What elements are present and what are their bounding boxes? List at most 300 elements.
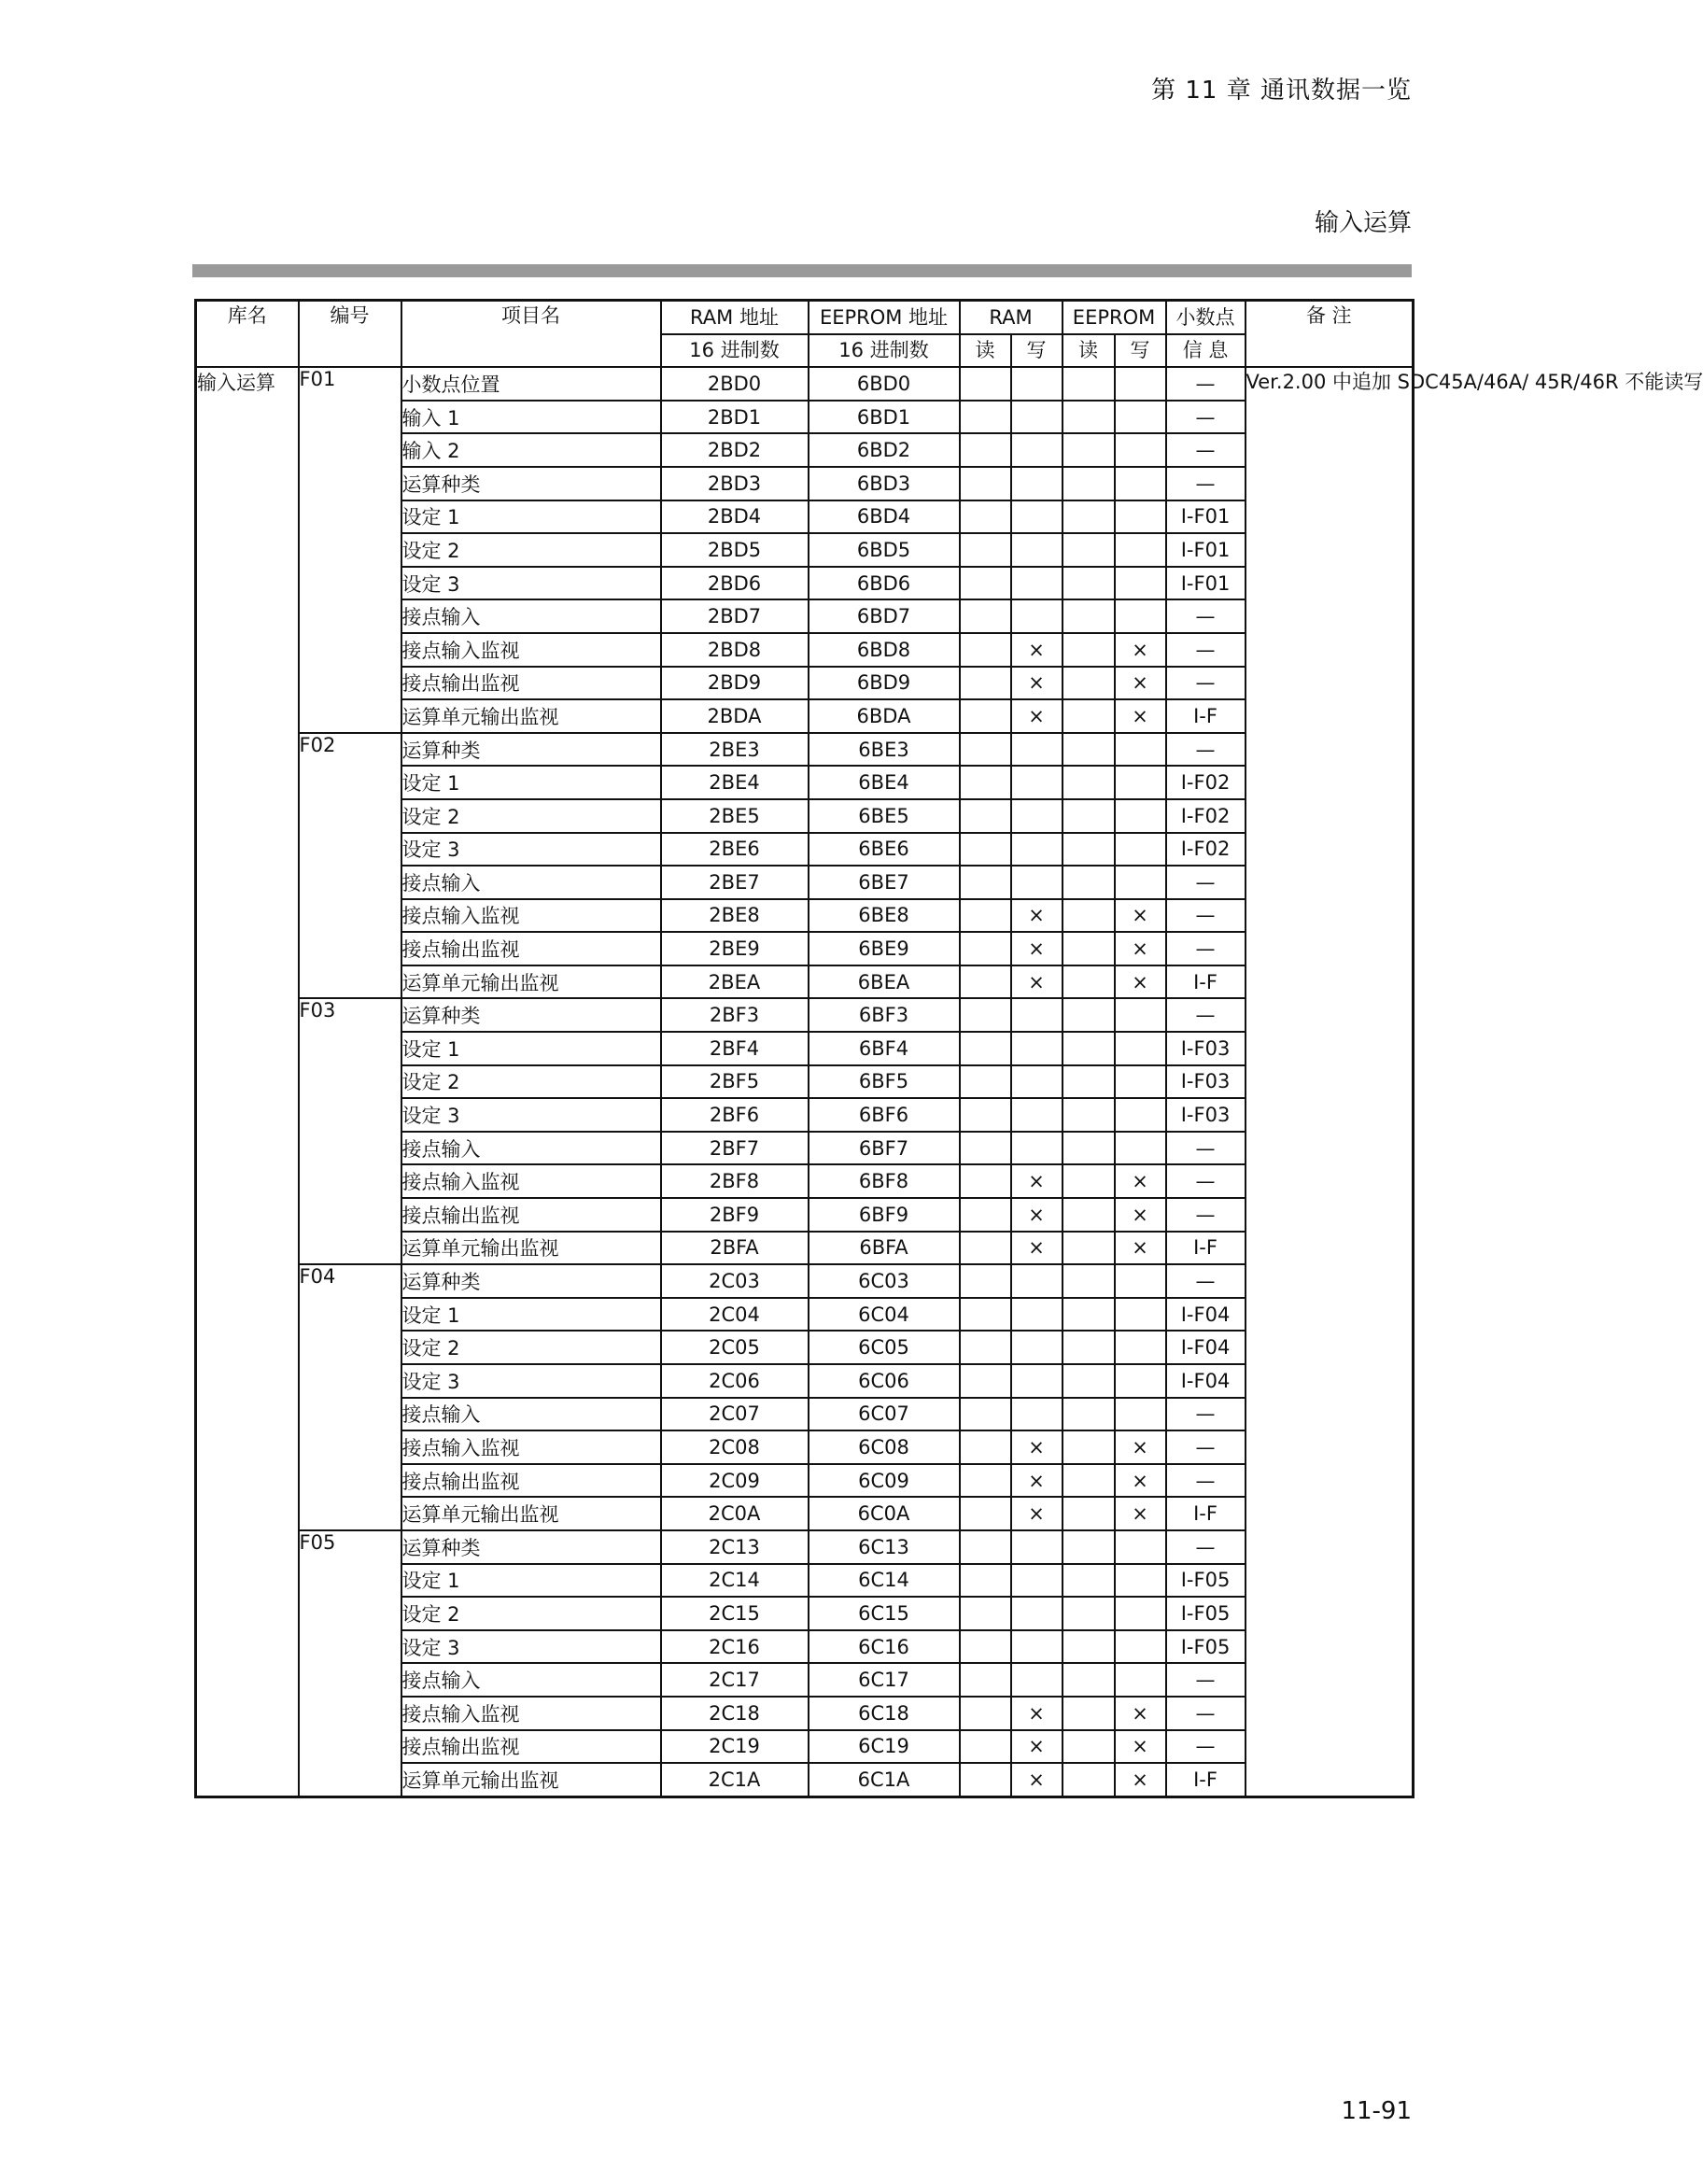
ram-read-cell bbox=[960, 1331, 1011, 1364]
eeprom-write-cell: × bbox=[1115, 667, 1166, 700]
eeprom-read-cell bbox=[1063, 367, 1115, 401]
ram-read-cell bbox=[960, 667, 1011, 700]
decimal-info-cell: — bbox=[1166, 932, 1246, 965]
ram-address-cell: 2BEA bbox=[661, 965, 809, 999]
ram-read-cell bbox=[960, 833, 1011, 867]
ram-read-cell bbox=[960, 1530, 1011, 1564]
item-name-cell: 接点输入 bbox=[401, 1663, 661, 1697]
item-name-cell: 设定 3 bbox=[401, 567, 661, 600]
decimal-info-cell: I-F bbox=[1166, 1497, 1246, 1530]
ram-read-cell bbox=[960, 866, 1011, 899]
group-number-cell: F05 bbox=[299, 1530, 401, 1797]
item-name-cell: 接点输入监视 bbox=[401, 1430, 661, 1464]
eeprom-read-cell bbox=[1063, 1264, 1115, 1298]
ram-read-cell bbox=[960, 1232, 1011, 1265]
ram-address-cell: 2BE9 bbox=[661, 932, 809, 965]
ram-read-cell bbox=[960, 1032, 1011, 1065]
eeprom-write-cell bbox=[1115, 1065, 1166, 1099]
eeprom-write-cell: × bbox=[1115, 1464, 1166, 1498]
eeprom-address-cell: 6C14 bbox=[809, 1564, 960, 1598]
eeprom-address-cell: 6BE6 bbox=[809, 833, 960, 867]
item-name-cell: 接点输入 bbox=[401, 1398, 661, 1431]
decimal-info-cell: — bbox=[1166, 866, 1246, 899]
eeprom-read-cell bbox=[1063, 1497, 1115, 1530]
ram-write-cell: × bbox=[1011, 1497, 1063, 1530]
ram-address-cell: 2C03 bbox=[661, 1264, 809, 1298]
decimal-info-cell: I-F04 bbox=[1166, 1298, 1246, 1332]
ram-write-cell: × bbox=[1011, 1763, 1063, 1797]
decimal-info-cell: I-F bbox=[1166, 965, 1246, 999]
decimal-info-cell: — bbox=[1166, 633, 1246, 667]
eeprom-write-cell bbox=[1115, 1597, 1166, 1630]
ram-read-cell bbox=[960, 1464, 1011, 1498]
item-name-cell: 输入 2 bbox=[401, 433, 661, 467]
ram-write-cell bbox=[1011, 833, 1063, 867]
ram-address-cell: 2C04 bbox=[661, 1298, 809, 1332]
ram-read-cell bbox=[960, 1497, 1011, 1530]
ram-address-cell: 2BD7 bbox=[661, 599, 809, 633]
header-bank: 库名 bbox=[196, 301, 299, 368]
decimal-info-cell: — bbox=[1166, 433, 1246, 467]
eeprom-write-cell bbox=[1115, 433, 1166, 467]
eeprom-read-cell bbox=[1063, 1597, 1115, 1630]
eeprom-write-cell bbox=[1115, 998, 1166, 1032]
decimal-info-cell: I-F03 bbox=[1166, 1032, 1246, 1065]
ram-address-cell: 2BF6 bbox=[661, 1098, 809, 1132]
eeprom-address-cell: 6BD1 bbox=[809, 401, 960, 434]
eeprom-read-cell bbox=[1063, 1232, 1115, 1265]
eeprom-address-cell: 6BF9 bbox=[809, 1198, 960, 1232]
header-decimal: 小数点 bbox=[1166, 301, 1246, 334]
group-number-cell: F04 bbox=[299, 1264, 401, 1530]
ram-address-cell: 2BF7 bbox=[661, 1132, 809, 1165]
ram-write-cell: × bbox=[1011, 633, 1063, 667]
header-number: 编号 bbox=[299, 301, 401, 368]
eeprom-address-cell: 6C07 bbox=[809, 1398, 960, 1431]
header-eeprom: EEPROM bbox=[1063, 301, 1166, 334]
ram-address-cell: 2BE7 bbox=[661, 866, 809, 899]
decimal-info-cell: I-F04 bbox=[1166, 1364, 1246, 1398]
eeprom-write-cell bbox=[1115, 1264, 1166, 1298]
ram-read-cell bbox=[960, 998, 1011, 1032]
group-number-cell: F03 bbox=[299, 998, 401, 1264]
eeprom-read-cell bbox=[1063, 965, 1115, 999]
ram-write-cell: × bbox=[1011, 699, 1063, 733]
item-name-cell: 设定 2 bbox=[401, 1065, 661, 1099]
header-divider bbox=[192, 264, 1412, 277]
eeprom-write-cell: × bbox=[1115, 1430, 1166, 1464]
decimal-info-cell: — bbox=[1166, 1398, 1246, 1431]
eeprom-address-cell: 6BE4 bbox=[809, 766, 960, 799]
decimal-info-cell: — bbox=[1166, 367, 1246, 401]
eeprom-write-cell bbox=[1115, 733, 1166, 767]
decimal-info-cell: I-F05 bbox=[1166, 1564, 1246, 1598]
ram-address-cell: 2BE4 bbox=[661, 766, 809, 799]
decimal-info-cell: — bbox=[1166, 998, 1246, 1032]
eeprom-address-cell: 6BF3 bbox=[809, 998, 960, 1032]
eeprom-read-cell bbox=[1063, 899, 1115, 933]
eeprom-address-cell: 6BD9 bbox=[809, 667, 960, 700]
ram-address-cell: 2C14 bbox=[661, 1564, 809, 1598]
eeprom-read-cell bbox=[1063, 1398, 1115, 1431]
eeprom-read-cell bbox=[1063, 1430, 1115, 1464]
item-name-cell: 接点输出监视 bbox=[401, 932, 661, 965]
eeprom-read-cell bbox=[1063, 866, 1115, 899]
ram-address-cell: 2C15 bbox=[661, 1597, 809, 1630]
eeprom-address-cell: 6BD6 bbox=[809, 567, 960, 600]
decimal-info-cell: — bbox=[1166, 401, 1246, 434]
header-eeprom-read: 读 bbox=[1063, 334, 1115, 368]
decimal-info-cell: I-F05 bbox=[1166, 1597, 1246, 1630]
item-name-cell: 接点输入 bbox=[401, 599, 661, 633]
ram-write-cell: × bbox=[1011, 1697, 1063, 1730]
ram-write-cell bbox=[1011, 799, 1063, 833]
item-name-cell: 设定 3 bbox=[401, 1364, 661, 1398]
section-title: 输入运算 bbox=[1314, 209, 1412, 237]
ram-write-cell bbox=[1011, 1630, 1063, 1664]
ram-write-cell: × bbox=[1011, 1730, 1063, 1764]
eeprom-write-cell bbox=[1115, 833, 1166, 867]
eeprom-write-cell: × bbox=[1115, 1730, 1166, 1764]
ram-read-cell bbox=[960, 567, 1011, 600]
decimal-info-cell: — bbox=[1166, 599, 1246, 633]
eeprom-write-cell: × bbox=[1115, 899, 1166, 933]
item-name-cell: 接点输入 bbox=[401, 1132, 661, 1165]
eeprom-read-cell bbox=[1063, 1730, 1115, 1764]
ram-address-cell: 2BFA bbox=[661, 1232, 809, 1265]
header-ram-write: 写 bbox=[1011, 334, 1063, 368]
item-name-cell: 设定 2 bbox=[401, 533, 661, 567]
ram-read-cell bbox=[960, 1132, 1011, 1165]
decimal-info-cell: I-F05 bbox=[1166, 1630, 1246, 1664]
ram-address-cell: 2BD4 bbox=[661, 500, 809, 534]
ram-address-cell: 2C18 bbox=[661, 1697, 809, 1730]
ram-write-cell bbox=[1011, 599, 1063, 633]
eeprom-address-cell: 6C06 bbox=[809, 1364, 960, 1398]
decimal-info-cell: — bbox=[1166, 1164, 1246, 1198]
eeprom-read-cell bbox=[1063, 1697, 1115, 1730]
page-number: 11-91 bbox=[1341, 2097, 1412, 2125]
eeprom-write-cell bbox=[1115, 599, 1166, 633]
decimal-info-cell: I-F01 bbox=[1166, 567, 1246, 600]
decimal-info-cell: I-F02 bbox=[1166, 799, 1246, 833]
eeprom-address-cell: 6BDA bbox=[809, 699, 960, 733]
eeprom-read-cell bbox=[1063, 500, 1115, 534]
eeprom-write-cell bbox=[1115, 1364, 1166, 1398]
eeprom-write-cell bbox=[1115, 367, 1166, 401]
decimal-info-cell: I-F bbox=[1166, 1232, 1246, 1265]
eeprom-write-cell bbox=[1115, 1663, 1166, 1697]
eeprom-read-cell bbox=[1063, 1198, 1115, 1232]
ram-read-cell bbox=[960, 1663, 1011, 1697]
eeprom-address-cell: 6C05 bbox=[809, 1331, 960, 1364]
ram-read-cell bbox=[960, 1430, 1011, 1464]
eeprom-read-cell bbox=[1063, 733, 1115, 767]
ram-address-cell: 2C13 bbox=[661, 1530, 809, 1564]
ram-write-cell bbox=[1011, 766, 1063, 799]
decimal-info-cell: — bbox=[1166, 1730, 1246, 1764]
item-name-cell: 接点输入监视 bbox=[401, 633, 661, 667]
decimal-info-cell: I-F bbox=[1166, 699, 1246, 733]
ram-read-cell bbox=[960, 1398, 1011, 1431]
ram-read-cell bbox=[960, 1730, 1011, 1764]
eeprom-address-cell: 6BF7 bbox=[809, 1132, 960, 1165]
eeprom-read-cell bbox=[1063, 833, 1115, 867]
ram-address-cell: 2BF3 bbox=[661, 998, 809, 1032]
item-name-cell: 接点输出监视 bbox=[401, 1730, 661, 1764]
ram-address-cell: 2BE8 bbox=[661, 899, 809, 933]
ram-address-cell: 2BF8 bbox=[661, 1164, 809, 1198]
header-item: 项目名 bbox=[401, 301, 661, 368]
table-row bbox=[196, 1530, 1414, 1564]
decimal-info-cell: — bbox=[1166, 733, 1246, 767]
ram-address-cell: 2BE5 bbox=[661, 799, 809, 833]
decimal-info-cell: — bbox=[1166, 1430, 1246, 1464]
eeprom-address-cell: 6C15 bbox=[809, 1597, 960, 1630]
item-name-cell: 设定 3 bbox=[401, 1630, 661, 1664]
item-name-cell: 设定 1 bbox=[401, 766, 661, 799]
item-name-cell: 设定 3 bbox=[401, 833, 661, 867]
ram-address-cell: 2BD3 bbox=[661, 467, 809, 500]
ram-read-cell bbox=[960, 401, 1011, 434]
chapter-title: 第 11 章 通讯数据一览 bbox=[1151, 77, 1412, 105]
ram-read-cell bbox=[960, 1763, 1011, 1797]
decimal-info-cell: — bbox=[1166, 1132, 1246, 1165]
bank-name-cell: 输入运算 bbox=[196, 367, 299, 1797]
item-name-cell: 运算种类 bbox=[401, 467, 661, 500]
ram-write-cell bbox=[1011, 1065, 1063, 1099]
decimal-info-cell: I-F03 bbox=[1166, 1065, 1246, 1099]
eeprom-address-cell: 6BD2 bbox=[809, 433, 960, 467]
eeprom-write-cell bbox=[1115, 1098, 1166, 1132]
decimal-info-cell: — bbox=[1166, 899, 1246, 933]
eeprom-read-cell bbox=[1063, 1032, 1115, 1065]
eeprom-write-cell bbox=[1115, 467, 1166, 500]
item-name-cell: 运算单元输出监视 bbox=[401, 1232, 661, 1265]
ram-read-cell bbox=[960, 766, 1011, 799]
ram-write-cell: × bbox=[1011, 1464, 1063, 1498]
ram-read-cell bbox=[960, 733, 1011, 767]
ram-write-cell bbox=[1011, 1098, 1063, 1132]
ram-address-cell: 2C09 bbox=[661, 1464, 809, 1498]
item-name-cell: 设定 1 bbox=[401, 1564, 661, 1598]
eeprom-read-cell bbox=[1063, 1164, 1115, 1198]
header-eeprom-hex: 16 进制数 bbox=[809, 334, 960, 368]
eeprom-write-cell bbox=[1115, 1398, 1166, 1431]
eeprom-write-cell bbox=[1115, 1331, 1166, 1364]
eeprom-address-cell: 6C18 bbox=[809, 1697, 960, 1730]
eeprom-write-cell bbox=[1115, 567, 1166, 600]
ram-read-cell bbox=[960, 1264, 1011, 1298]
ram-address-cell: 2C1A bbox=[661, 1763, 809, 1797]
table-row bbox=[196, 1264, 1414, 1298]
ram-read-cell bbox=[960, 467, 1011, 500]
eeprom-write-cell bbox=[1115, 1564, 1166, 1598]
ram-write-cell bbox=[1011, 1663, 1063, 1697]
decimal-info-cell: — bbox=[1166, 1464, 1246, 1498]
ram-read-cell bbox=[960, 599, 1011, 633]
eeprom-address-cell: 6BD0 bbox=[809, 367, 960, 401]
ram-read-cell bbox=[960, 1697, 1011, 1730]
eeprom-write-cell: × bbox=[1115, 699, 1166, 733]
ram-read-cell bbox=[960, 1164, 1011, 1198]
decimal-info-cell: I-F01 bbox=[1166, 533, 1246, 567]
ram-write-cell bbox=[1011, 866, 1063, 899]
header-decimal-info: 信 息 bbox=[1166, 334, 1246, 368]
ram-read-cell bbox=[960, 1065, 1011, 1099]
eeprom-read-cell bbox=[1063, 1364, 1115, 1398]
eeprom-read-cell bbox=[1063, 1132, 1115, 1165]
ram-write-cell bbox=[1011, 1597, 1063, 1630]
item-name-cell: 运算种类 bbox=[401, 1530, 661, 1564]
eeprom-address-cell: 6BE7 bbox=[809, 866, 960, 899]
eeprom-read-cell bbox=[1063, 599, 1115, 633]
header-note: 备 注 bbox=[1246, 301, 1414, 368]
eeprom-write-cell bbox=[1115, 533, 1166, 567]
eeprom-read-cell bbox=[1063, 401, 1115, 434]
ram-read-cell bbox=[960, 500, 1011, 534]
ram-write-cell bbox=[1011, 467, 1063, 500]
item-name-cell: 小数点位置 bbox=[401, 367, 661, 401]
eeprom-read-cell bbox=[1063, 1630, 1115, 1664]
item-name-cell: 设定 2 bbox=[401, 1331, 661, 1364]
eeprom-address-cell: 6BD5 bbox=[809, 533, 960, 567]
eeprom-read-cell bbox=[1063, 766, 1115, 799]
eeprom-address-cell: 6C0A bbox=[809, 1497, 960, 1530]
item-name-cell: 接点输入监视 bbox=[401, 899, 661, 933]
ram-address-cell: 2C16 bbox=[661, 1630, 809, 1664]
ram-address-cell: 2C06 bbox=[661, 1364, 809, 1398]
eeprom-write-cell: × bbox=[1115, 1763, 1166, 1797]
item-name-cell: 运算单元输出监视 bbox=[401, 965, 661, 999]
ram-write-cell: × bbox=[1011, 932, 1063, 965]
decimal-info-cell: — bbox=[1166, 1697, 1246, 1730]
header-ram: RAM bbox=[960, 301, 1063, 334]
ram-write-cell bbox=[1011, 733, 1063, 767]
eeprom-address-cell: 6C04 bbox=[809, 1298, 960, 1332]
eeprom-address-cell: 6BEA bbox=[809, 965, 960, 999]
decimal-info-cell: I-F bbox=[1166, 1763, 1246, 1797]
ram-read-cell bbox=[960, 367, 1011, 401]
eeprom-read-cell bbox=[1063, 1331, 1115, 1364]
ram-address-cell: 2BE3 bbox=[661, 733, 809, 767]
ram-write-cell bbox=[1011, 1132, 1063, 1165]
eeprom-address-cell: 6BF5 bbox=[809, 1065, 960, 1099]
ram-write-cell: × bbox=[1011, 1198, 1063, 1232]
ram-write-cell bbox=[1011, 367, 1063, 401]
eeprom-read-cell bbox=[1063, 1298, 1115, 1332]
ram-read-cell bbox=[960, 965, 1011, 999]
group-number-cell: F02 bbox=[299, 733, 401, 999]
ram-read-cell bbox=[960, 533, 1011, 567]
table-row bbox=[196, 733, 1414, 767]
eeprom-write-cell: × bbox=[1115, 1697, 1166, 1730]
ram-read-cell bbox=[960, 899, 1011, 933]
eeprom-address-cell: 6BE8 bbox=[809, 899, 960, 933]
eeprom-write-cell: × bbox=[1115, 1497, 1166, 1530]
ram-write-cell bbox=[1011, 1398, 1063, 1431]
eeprom-write-cell bbox=[1115, 799, 1166, 833]
item-name-cell: 接点输出监视 bbox=[401, 1464, 661, 1498]
eeprom-read-cell bbox=[1063, 633, 1115, 667]
ram-write-cell: × bbox=[1011, 965, 1063, 999]
note-cell: Ver.2.00 中追加 SDC45A/46A/ 45R/46R 不能读写 bbox=[1246, 367, 1414, 1797]
eeprom-address-cell: 6C1A bbox=[809, 1763, 960, 1797]
item-name-cell: 运算单元输出监视 bbox=[401, 1497, 661, 1530]
ram-address-cell: 2BD5 bbox=[661, 533, 809, 567]
eeprom-address-cell: 6BE5 bbox=[809, 799, 960, 833]
eeprom-write-cell: × bbox=[1115, 633, 1166, 667]
eeprom-address-cell: 6C17 bbox=[809, 1663, 960, 1697]
eeprom-read-cell bbox=[1063, 1663, 1115, 1697]
table-row bbox=[196, 367, 1414, 401]
ram-address-cell: 2BF5 bbox=[661, 1065, 809, 1099]
eeprom-address-cell: 6BE3 bbox=[809, 733, 960, 767]
eeprom-write-cell bbox=[1115, 766, 1166, 799]
ram-address-cell: 2C17 bbox=[661, 1663, 809, 1697]
eeprom-write-cell: × bbox=[1115, 1232, 1166, 1265]
ram-address-cell: 2BD6 bbox=[661, 567, 809, 600]
ram-write-cell: × bbox=[1011, 899, 1063, 933]
ram-read-cell bbox=[960, 433, 1011, 467]
ram-address-cell: 2BF4 bbox=[661, 1032, 809, 1065]
item-name-cell: 设定 1 bbox=[401, 500, 661, 534]
eeprom-read-cell bbox=[1063, 932, 1115, 965]
ram-read-cell bbox=[960, 1198, 1011, 1232]
decimal-info-cell: I-F02 bbox=[1166, 833, 1246, 867]
table-body bbox=[196, 367, 1703, 1797]
item-name-cell: 接点输出监视 bbox=[401, 1198, 661, 1232]
eeprom-write-cell: × bbox=[1115, 1164, 1166, 1198]
ram-address-cell: 2BDA bbox=[661, 699, 809, 733]
ram-write-cell bbox=[1011, 1298, 1063, 1332]
eeprom-address-cell: 6C03 bbox=[809, 1264, 960, 1298]
ram-read-cell bbox=[960, 799, 1011, 833]
eeprom-read-cell bbox=[1063, 1098, 1115, 1132]
ram-write-cell bbox=[1011, 1331, 1063, 1364]
item-name-cell: 设定 1 bbox=[401, 1032, 661, 1065]
decimal-info-cell: I-F01 bbox=[1166, 500, 1246, 534]
eeprom-address-cell: 6BE9 bbox=[809, 932, 960, 965]
ram-address-cell: 2BD9 bbox=[661, 667, 809, 700]
eeprom-write-cell bbox=[1115, 1298, 1166, 1332]
decimal-info-cell: — bbox=[1166, 467, 1246, 500]
item-name-cell: 设定 2 bbox=[401, 799, 661, 833]
eeprom-write-cell bbox=[1115, 1032, 1166, 1065]
decimal-info-cell: — bbox=[1166, 1663, 1246, 1697]
eeprom-address-cell: 6BF8 bbox=[809, 1164, 960, 1198]
ram-read-cell bbox=[960, 1298, 1011, 1332]
ram-write-cell bbox=[1011, 1364, 1063, 1398]
item-name-cell: 接点输出监视 bbox=[401, 667, 661, 700]
item-name-cell: 运算种类 bbox=[401, 733, 661, 767]
ram-write-cell bbox=[1011, 433, 1063, 467]
eeprom-write-cell bbox=[1115, 401, 1166, 434]
decimal-info-cell: I-F04 bbox=[1166, 1331, 1246, 1364]
eeprom-write-cell: × bbox=[1115, 965, 1166, 999]
eeprom-address-cell: 6BFA bbox=[809, 1232, 960, 1265]
eeprom-read-cell bbox=[1063, 1530, 1115, 1564]
ram-address-cell: 2C05 bbox=[661, 1331, 809, 1364]
item-name-cell: 运算种类 bbox=[401, 998, 661, 1032]
item-name-cell: 运算种类 bbox=[401, 1264, 661, 1298]
eeprom-address-cell: 6BF4 bbox=[809, 1032, 960, 1065]
item-name-cell: 接点输入监视 bbox=[401, 1164, 661, 1198]
eeprom-read-cell bbox=[1063, 433, 1115, 467]
item-name-cell: 接点输入 bbox=[401, 866, 661, 899]
ram-write-cell: × bbox=[1011, 1430, 1063, 1464]
header-ram-read: 读 bbox=[960, 334, 1011, 368]
